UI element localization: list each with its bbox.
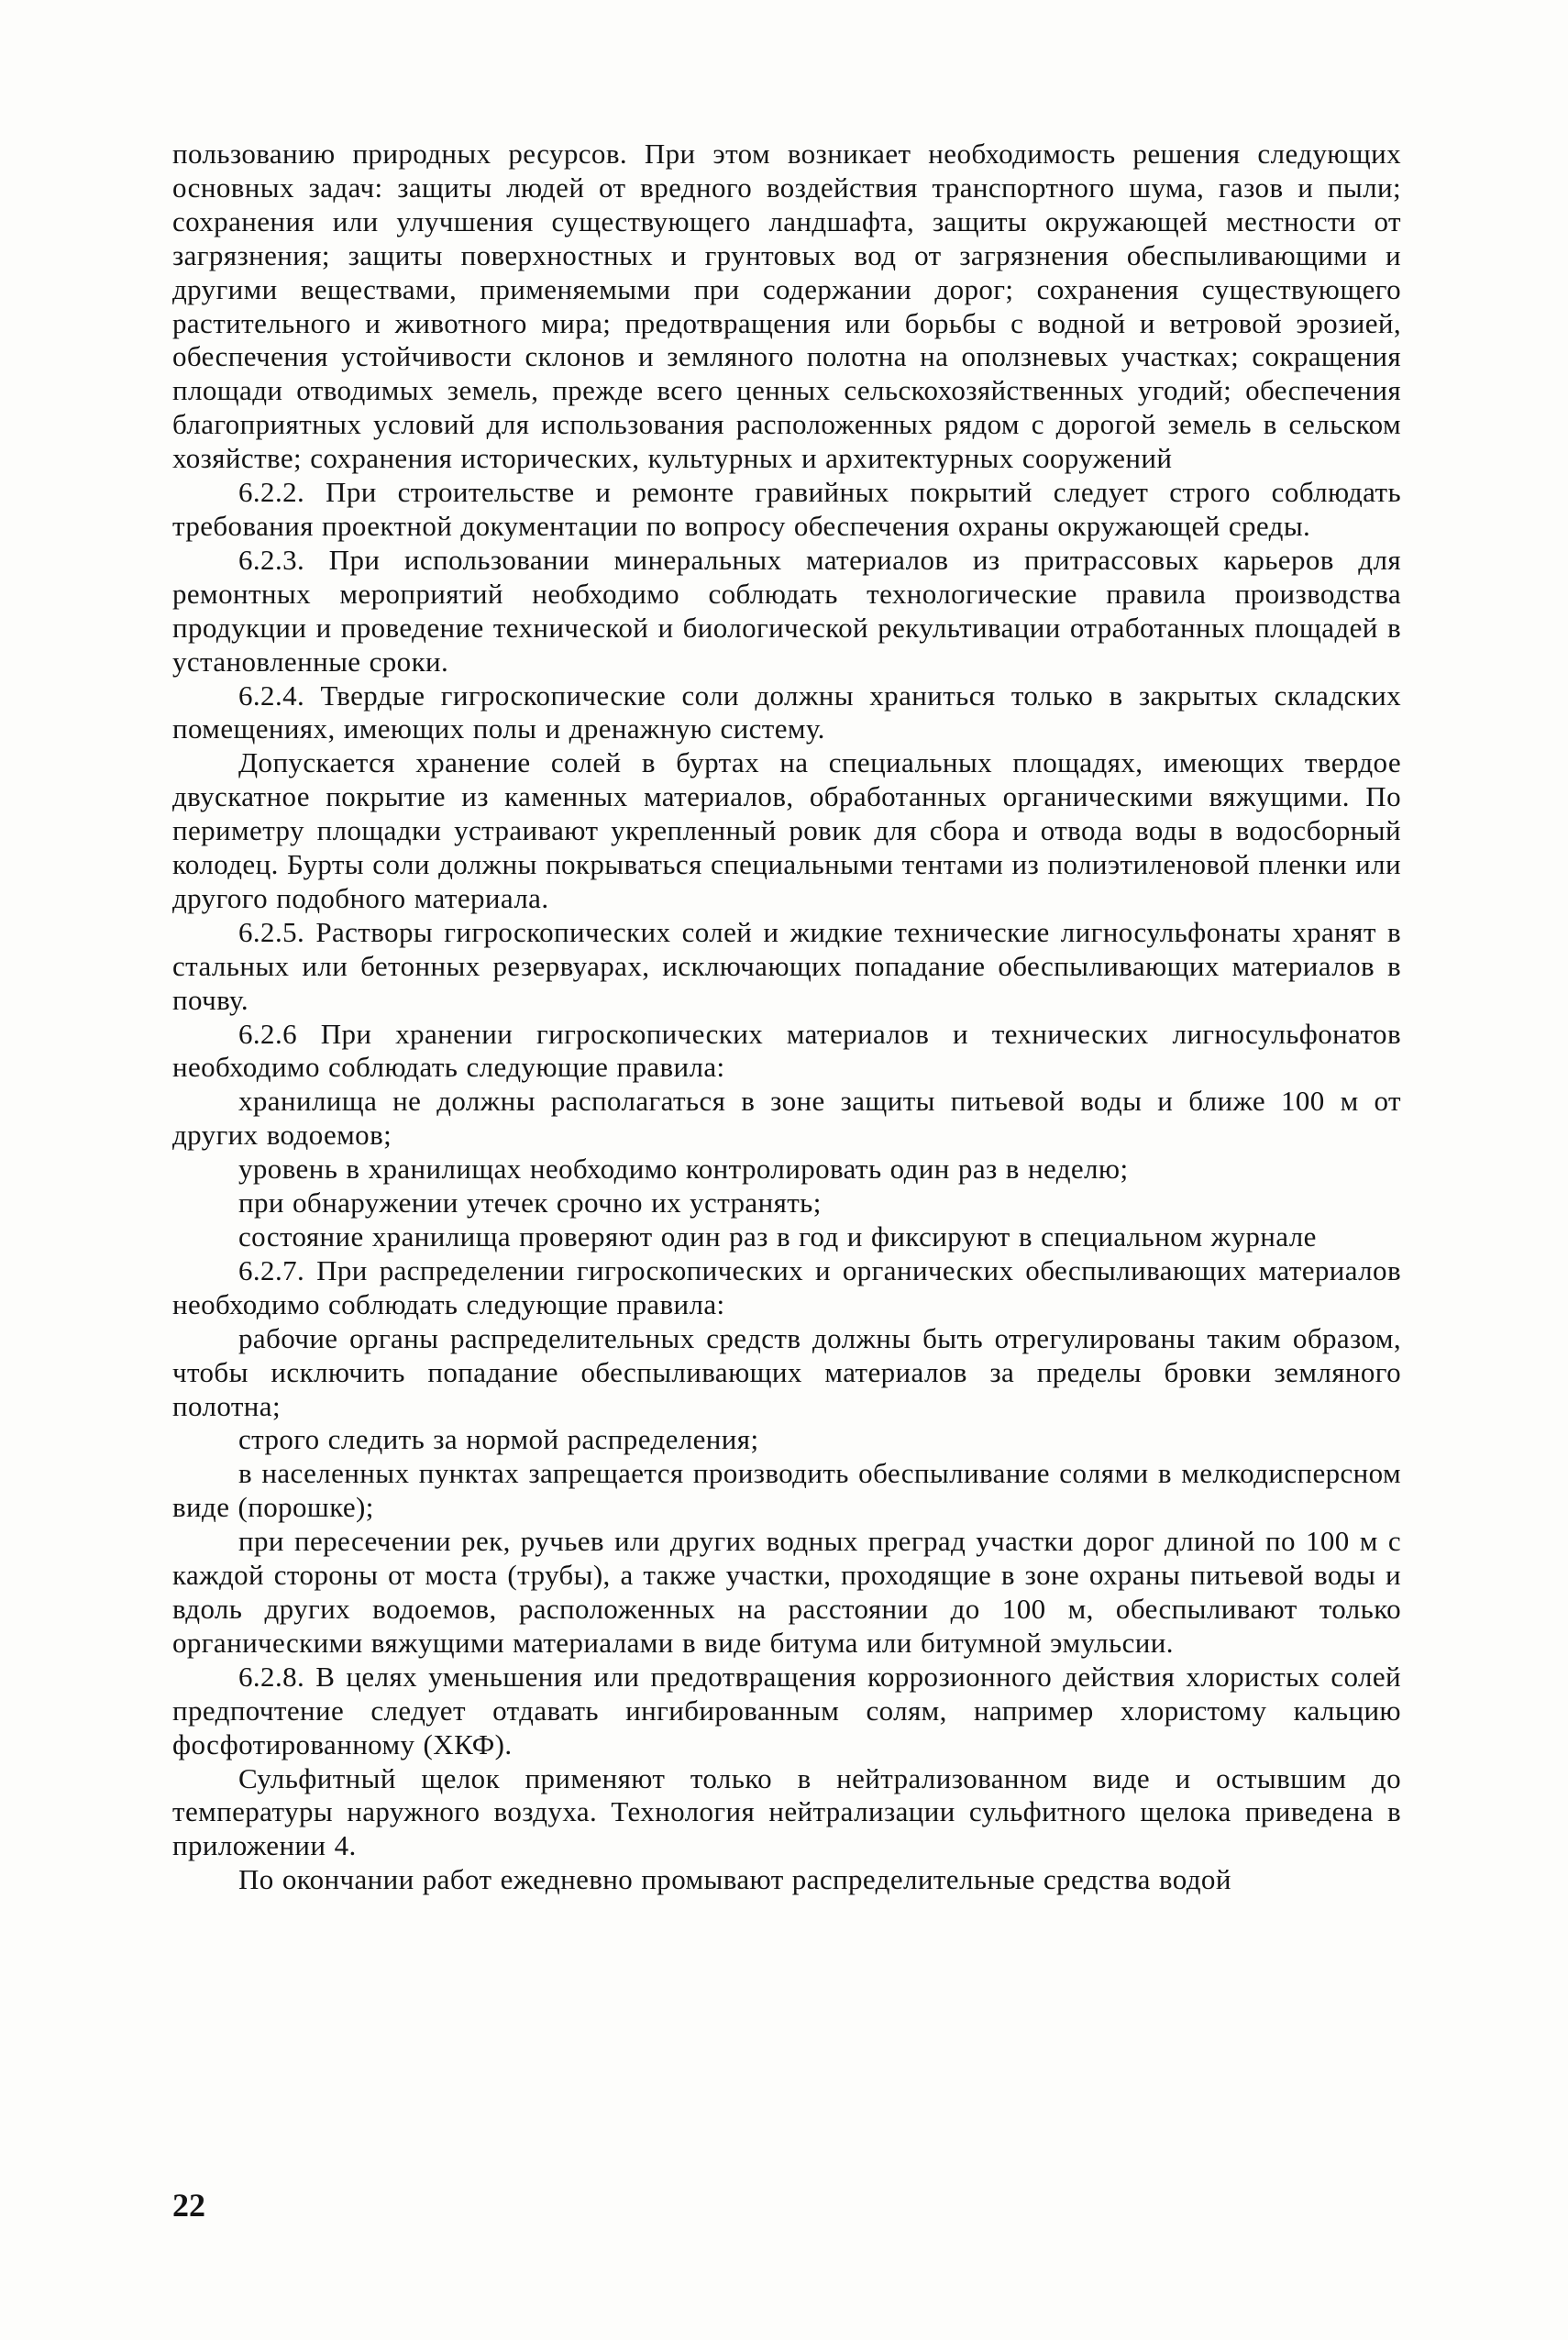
list-item-yearly-check: состояние хранилища проверяют один раз в год и фиксируют в специальном журнале	[238, 1220, 1317, 1253]
paragraph-6-2-6: 6.2.6 При хранении гигроскопических материалов и технических лигносульфонатов необходимо соблюдать следующие правила:	[172, 1017, 1401, 1084]
list-item-rate-control: строго следить за нормой распределения;	[238, 1423, 759, 1456]
list-item-level-control: уровень в хранилищах необходимо контролировать один раз в неделю;	[238, 1153, 1129, 1186]
list-item-water-crossings: при пересечении рек, ручьев или других водных преград участки дорог длиной по 100 м с каждой стороны от моста (трубы), а также участки, проходящие в зоне охраны питьевой воды и вдоль других водоемов, расположенных на расстоянии до 100 м, обеспыливают только органическими вяжущими материалами в виде битума или битумной эмульсии.	[172, 1525, 1401, 1659]
list-item-adjust-equipment: рабочие органы распределительных средств должны быть отрегулированы таким образом, чтобы исключить попадание обеспыливающих материалов за пределы бровки земляного полотна;	[172, 1321, 1401, 1422]
paragraph-6-2-8: 6.2.8. В целях уменьшения или предотвращения коррозионного действия хлористых солей предпочтение следует отдавать ингибированным солям, например хлористому кальцию фосфотированному (ХКФ).	[172, 1660, 1401, 1761]
paragraph-6-2-5: 6.2.5. Растворы гигроскопических солей и жидкие технические лигносульфонаты хранят в стальных или бетонных резервуарах, исключающих попадание обеспыливающих материалов в почву.	[172, 915, 1401, 1016]
paragraph-intro: пользованию природных ресурсов. При этом возникает необходимость решения следующих основных задач: защиты людей от вредного воздействия транспортного шума, газов и пыли; сохранения или улучшения существующего ландшафта, защиты окружающей местности от загрязнения; защиты поверхностных и грунтовых вод от загрязнения обеспыливающими и другими веществами, применяемыми при содержании дорог; сохранения существующего растительного и животного мира; предотвращения или борьбы с водной и ветровой эрозией, обеспечения устойчивости склонов и земляного полотна на оползневых участках; сокращения площади отводимых земель, прежде всего ценных сельскохозяйственных угодий; обеспечения благоприятных условий для использования расположенных рядом с дорогой земель в сельском хозяйстве; сохранения исторических, культурных и архитектурных сооружений	[172, 138, 1401, 475]
paragraph-6-2-4: 6.2.4. Твердые гигроскопические соли должны храниться только в закрытых складских помещениях, имеющих полы и дренажную систему.	[172, 679, 1401, 745]
list-item-storage-location: хранилища не должны располагаться в зоне защиты питьевой воды и ближе 100 м от других водоемов;	[172, 1085, 1401, 1152]
paragraph-6-2-7: 6.2.7. При распределении гигроскопических и органических обеспыливающих материалов необходимо соблюдать следующие правила:	[172, 1253, 1401, 1320]
list-item-leak-fix: при обнаружении утечек срочно их устранять;	[238, 1187, 822, 1220]
list-item-no-powder: в населенных пунктах запрещается производить обеспыливание солями в мелкодисперсном виде (порошке);	[172, 1457, 1401, 1524]
paragraph-6-2-4-salt-storage: Допускается хранение солей в буртах на специальных площадях, имеющих твердое двускатное покрытие из каменных материалов, обработанных органическими вяжущими. По периметру площадки устраивают укрепленный ровик для сбора и отвода воды в водосборный колодец. Бурты соли должны покрываться специальными тентами из полиэтиленовой пленки или другого подобного материала.	[172, 746, 1401, 914]
body-text	[172, 138, 1401, 1897]
paragraph-6-2-3: 6.2.3. При использовании минеральных материалов из притрассовых карьеров для ремонтных мероприятий необходимо соблюдать технологические правила производства продукции и проведение технической и биологической рекультивации отработанных площадей в установленные сроки.	[172, 543, 1401, 678]
paragraph-washing: По окончании работ ежедневно промывают распределительные средства водой	[238, 1863, 1231, 1896]
paragraph-6-2-2: 6.2.2. При строительстве и ремонте гравийных покрытий следует строго соблюдать требования проектной документации по вопросу обеспечения охраны окружающей среды.	[172, 476, 1401, 542]
paragraph-sulfite-liquor: Сульфитный щелок применяют только в нейтрализованном виде и остывшим до температуры наружного воздуха. Технология нейтрализации сульфитного щелока приведена в приложении 4.	[172, 1761, 1401, 1862]
page-number: 22	[172, 2187, 205, 2224]
